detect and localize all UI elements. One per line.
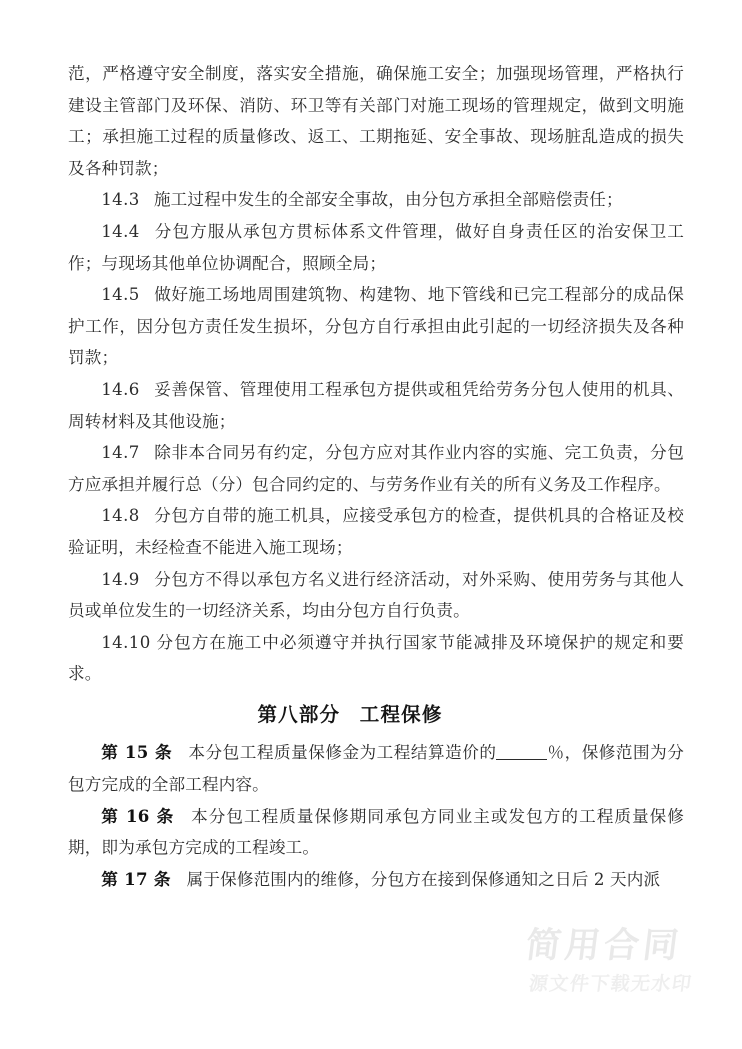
item-number-14-5: 14.5: [101, 285, 140, 305]
item-number-14-9: 14.9: [101, 569, 140, 589]
item-text-14-10: 分包方在施工中必须遵守并执行国家节能减排及环境保护的规定和要求。: [68, 632, 684, 684]
percentage-fill-blank[interactable]: [496, 759, 547, 760]
section-heading-part-eight: [68, 690, 684, 738]
paragraph-14-8: [68, 500, 684, 563]
paragraph-14-6: [68, 374, 684, 437]
item-number-14-3: 14.3: [101, 190, 140, 210]
item-text-14-5: 做好施工场地周围建筑物、构建物、地下管线和已完工程部分的成品保护工作，因分包方责任发生损坏，分包方自行承担由此引起的一切经济损失及各种罚款；: [68, 285, 684, 368]
item-text-14-9: 分包方不得以承包方名义进行经济活动，对外采购、使用劳务与其他人员或单位发生的一切经济关系，均由分包方自行负责。: [68, 569, 684, 621]
item-number-14-8: 14.8: [101, 506, 140, 526]
clause-15: [68, 737, 684, 800]
clause-label-15: 第 15 条: [101, 742, 173, 763]
item-text-14-6: 妥善保管、管理使用工程承包方提供或租凭给劳务分包人使用的机具、周转材料及其他设施；: [68, 379, 684, 431]
item-number-14-10: 14.10: [101, 632, 151, 652]
item-number-14-6: 14.6: [101, 379, 140, 399]
watermark-sub-text: 源文件下载无水印: [527, 973, 694, 995]
document-body: [68, 58, 684, 895]
clause-16-text: 本分包工程质量保修期同承包方同业主或发包方的工程质量保修期，即为承包方完成的工程竣工。: [68, 806, 685, 858]
paragraph-14-5: [68, 279, 684, 374]
paragraph-14-9: [68, 564, 684, 627]
clause-label-17: 第 17 条: [101, 868, 171, 889]
paragraph-14-10: [68, 627, 684, 690]
item-text-14-3: 施工过程中发生的全部安全事故，由分包方承担全部赔偿责任；: [153, 190, 623, 210]
watermark-main-text: 简用合同: [523, 926, 685, 966]
clause-label-16: 第 16 条: [101, 805, 175, 826]
paragraph-14-3: [68, 184, 684, 216]
paragraph-14-7: [68, 437, 684, 500]
item-text-14-4: 分包方服从承包方贯标体系文件管理，做好自身责任区的治安保卫工作；与现场其他单位协调配合，照顾全局；: [68, 221, 684, 273]
item-number-14-4: 14.4: [101, 221, 140, 241]
clause-17-text: 属于保修范围内的维修，分包方在接到保修通知之日后 2 天内派: [186, 869, 661, 889]
item-number-14-7: 14.7: [101, 443, 140, 463]
clause-15-text-before-blank: 本分包工程质量保修金为工程结算造价的: [188, 743, 497, 763]
item-text-14-8: 分包方自带的施工机具，应接受承包方的检查，提供机具的合格证及校验证明，未经检查不能进入施工现场；: [68, 506, 684, 557]
section-part-title: 工程保修: [359, 702, 443, 726]
paragraph-14-2-continued: 范，严格遵守安全制度，落实安全措施，确保施工安全；加强现场管理，严格执行建设主管部门及环保、消防、环卫等有关部门对施工现场的管理规定，做到文明施工；承担施工过程的质量修改、返工、工期拖延、安全事故、现场脏乱造成的损失及各种罚款；: [68, 64, 684, 178]
item-text-14-7: 除非本合同另有约定，分包方应对其作业内容的实施、完工负责，分包方应承担并履行总（分）包合同约定的、与劳务作业有关的所有义务及工作程序。: [68, 443, 684, 494]
section-part-label: 第八部分: [257, 702, 341, 726]
watermark: [523, 926, 694, 996]
paragraph-14-4: [68, 216, 684, 279]
clause-16: [68, 801, 684, 864]
clause-15-text-after-blank: ％，保修范围为分包方完成的全部工程内容。: [68, 743, 684, 795]
clause-17: [68, 864, 684, 896]
